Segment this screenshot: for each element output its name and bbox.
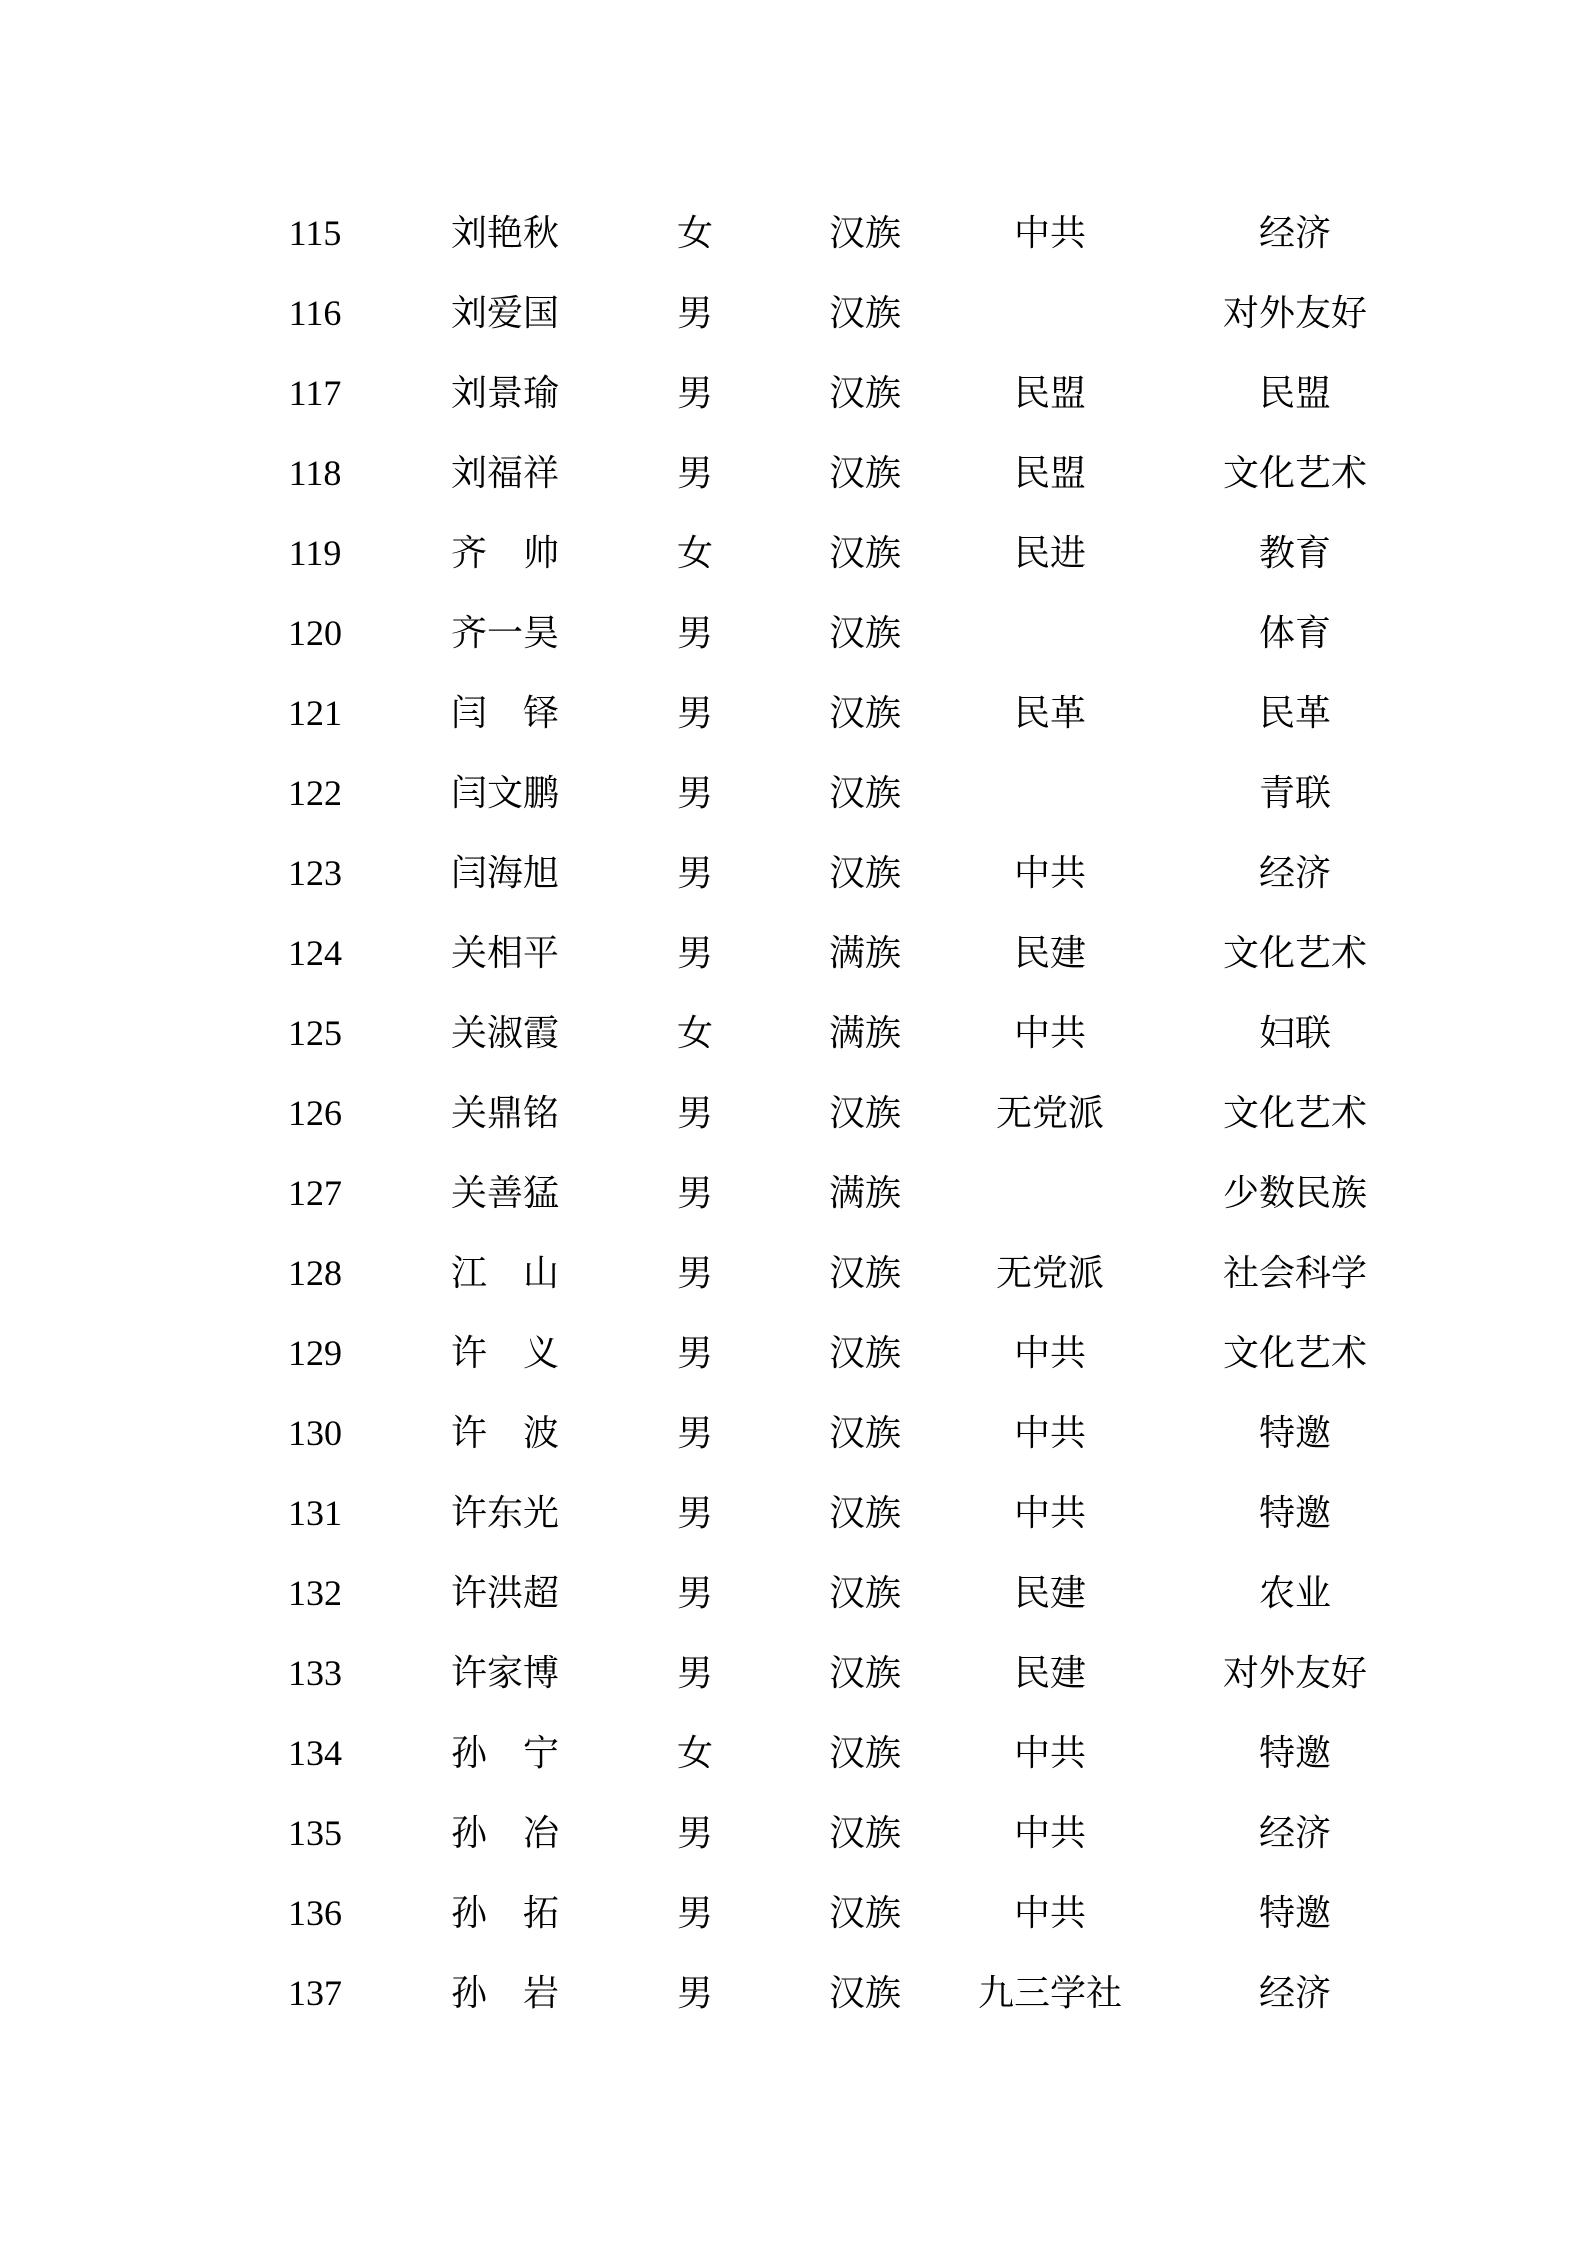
row-number-cell: 120 bbox=[288, 613, 342, 653]
name-cell: 闫 铎 bbox=[450, 693, 559, 733]
delegate-roster-table bbox=[225, 193, 1435, 2033]
table-row bbox=[225, 593, 1435, 673]
name-cell: 许洪超 bbox=[450, 1573, 559, 1613]
name-cell: 关鼎铭 bbox=[450, 1093, 559, 1133]
table-row bbox=[225, 833, 1435, 913]
sector-cell: 特邀 bbox=[1258, 1733, 1331, 1773]
row-number-cell: 135 bbox=[288, 1813, 342, 1853]
party-cell: 中共 bbox=[1013, 1813, 1086, 1853]
row-number-cell: 116 bbox=[288, 293, 342, 333]
table-row bbox=[225, 273, 1435, 353]
name-cell: 齐一昊 bbox=[450, 613, 559, 653]
ethnicity-cell: 汉族 bbox=[828, 773, 901, 813]
gender-cell: 男 bbox=[676, 1893, 713, 1933]
party-cell: 民盟 bbox=[1013, 373, 1086, 413]
party-cell: 中共 bbox=[1013, 1413, 1086, 1453]
table-row bbox=[225, 1233, 1435, 1313]
gender-cell: 女 bbox=[676, 213, 713, 253]
sector-cell: 特邀 bbox=[1258, 1493, 1331, 1533]
name-cell: 闫文鹏 bbox=[450, 773, 559, 813]
gender-cell: 男 bbox=[676, 853, 713, 893]
table-row bbox=[225, 193, 1435, 273]
gender-cell: 男 bbox=[676, 1333, 713, 1373]
party-cell: 民建 bbox=[1013, 1573, 1086, 1613]
ethnicity-cell: 汉族 bbox=[828, 693, 901, 733]
ethnicity-cell: 汉族 bbox=[828, 1573, 901, 1613]
sector-cell: 民革 bbox=[1258, 693, 1331, 733]
sector-cell: 民盟 bbox=[1258, 373, 1331, 413]
row-number-cell: 130 bbox=[288, 1413, 342, 1453]
table-row bbox=[225, 1473, 1435, 1553]
name-cell: 许 波 bbox=[450, 1413, 559, 1453]
ethnicity-cell: 满族 bbox=[828, 933, 901, 973]
name-cell: 许东光 bbox=[450, 1493, 559, 1533]
name-cell: 孙 拓 bbox=[450, 1893, 559, 1933]
party-cell: 民盟 bbox=[1013, 453, 1086, 493]
table-row bbox=[225, 513, 1435, 593]
gender-cell: 女 bbox=[676, 1013, 713, 1053]
party-cell: 中共 bbox=[1013, 1013, 1086, 1053]
party-cell: 无党派 bbox=[995, 1093, 1104, 1133]
gender-cell: 男 bbox=[676, 613, 713, 653]
name-cell: 刘艳秋 bbox=[450, 213, 559, 253]
name-cell: 刘爱国 bbox=[450, 293, 559, 333]
table-row bbox=[225, 1153, 1435, 1233]
party-cell: 中共 bbox=[1013, 1893, 1086, 1933]
party-cell: 无党派 bbox=[995, 1253, 1104, 1293]
name-cell: 孙 宁 bbox=[450, 1733, 559, 1773]
sector-cell: 特邀 bbox=[1258, 1893, 1331, 1933]
party-cell: 民革 bbox=[1013, 693, 1086, 733]
name-cell: 关相平 bbox=[450, 933, 559, 973]
table-row bbox=[225, 433, 1435, 513]
party-cell: 中共 bbox=[1013, 1493, 1086, 1533]
name-cell: 孙 冶 bbox=[450, 1813, 559, 1853]
table-row bbox=[225, 1953, 1435, 2033]
ethnicity-cell: 满族 bbox=[828, 1173, 901, 1213]
row-number-cell: 137 bbox=[288, 1973, 342, 2013]
sector-cell: 妇联 bbox=[1258, 1013, 1331, 1053]
gender-cell: 男 bbox=[676, 1173, 713, 1213]
sector-cell: 文化艺术 bbox=[1222, 453, 1367, 493]
ethnicity-cell: 汉族 bbox=[828, 1653, 901, 1693]
row-number-cell: 121 bbox=[288, 693, 342, 733]
ethnicity-cell: 汉族 bbox=[828, 293, 901, 333]
gender-cell: 男 bbox=[676, 773, 713, 813]
party-cell: 中共 bbox=[1013, 1333, 1086, 1373]
row-number-cell: 134 bbox=[288, 1733, 342, 1773]
gender-cell: 男 bbox=[676, 1573, 713, 1613]
row-number-cell: 136 bbox=[288, 1893, 342, 1933]
gender-cell: 男 bbox=[676, 453, 713, 493]
sector-cell: 体育 bbox=[1258, 613, 1331, 653]
ethnicity-cell: 汉族 bbox=[828, 1253, 901, 1293]
name-cell: 闫海旭 bbox=[450, 853, 559, 893]
table-row bbox=[225, 1553, 1435, 1633]
name-cell: 刘景瑜 bbox=[450, 373, 559, 413]
party-cell: 民建 bbox=[1013, 1653, 1086, 1693]
gender-cell: 女 bbox=[676, 1733, 713, 1773]
party-cell: 中共 bbox=[1013, 853, 1086, 893]
table-row bbox=[225, 1873, 1435, 1953]
table-row bbox=[225, 1313, 1435, 1393]
sector-cell: 经济 bbox=[1258, 1973, 1331, 2013]
ethnicity-cell: 汉族 bbox=[828, 213, 901, 253]
party-cell: 民建 bbox=[1013, 933, 1086, 973]
name-cell: 孙 岩 bbox=[450, 1973, 559, 2013]
party-cell: 中共 bbox=[1013, 213, 1086, 253]
name-cell: 许 义 bbox=[450, 1333, 559, 1373]
row-number-cell: 115 bbox=[288, 213, 342, 253]
party-cell: 九三学社 bbox=[977, 1973, 1122, 2013]
ethnicity-cell: 汉族 bbox=[828, 373, 901, 413]
sector-cell: 文化艺术 bbox=[1222, 1093, 1367, 1133]
name-cell: 许家博 bbox=[450, 1653, 559, 1693]
table-row bbox=[225, 673, 1435, 753]
name-cell: 齐 帅 bbox=[450, 533, 559, 573]
party-cell: 中共 bbox=[1013, 1733, 1086, 1773]
row-number-cell: 132 bbox=[288, 1573, 342, 1613]
sector-cell: 文化艺术 bbox=[1222, 933, 1367, 973]
row-number-cell: 123 bbox=[288, 853, 342, 893]
ethnicity-cell: 汉族 bbox=[828, 1413, 901, 1453]
ethnicity-cell: 汉族 bbox=[828, 1893, 901, 1933]
gender-cell: 女 bbox=[676, 533, 713, 573]
table-row bbox=[225, 1793, 1435, 1873]
sector-cell: 对外友好 bbox=[1222, 293, 1367, 333]
sector-cell: 农业 bbox=[1258, 1573, 1331, 1613]
sector-cell: 对外友好 bbox=[1222, 1653, 1367, 1693]
name-cell: 关善猛 bbox=[450, 1173, 559, 1213]
row-number-cell: 117 bbox=[288, 373, 342, 413]
ethnicity-cell: 汉族 bbox=[828, 1733, 901, 1773]
ethnicity-cell: 汉族 bbox=[828, 533, 901, 573]
gender-cell: 男 bbox=[676, 1253, 713, 1293]
name-cell: 关淑霞 bbox=[450, 1013, 559, 1053]
sector-cell: 社会科学 bbox=[1222, 1253, 1367, 1293]
ethnicity-cell: 汉族 bbox=[828, 1493, 901, 1533]
gender-cell: 男 bbox=[676, 1813, 713, 1853]
ethnicity-cell: 汉族 bbox=[828, 1333, 901, 1373]
sector-cell: 青联 bbox=[1258, 773, 1331, 813]
party-cell: 民进 bbox=[1013, 533, 1086, 573]
ethnicity-cell: 汉族 bbox=[828, 853, 901, 893]
table-row bbox=[225, 993, 1435, 1073]
table-row bbox=[225, 913, 1435, 993]
gender-cell: 男 bbox=[676, 1653, 713, 1693]
sector-cell: 经济 bbox=[1258, 213, 1331, 253]
table-row bbox=[225, 1633, 1435, 1713]
row-number-cell: 128 bbox=[288, 1253, 342, 1293]
row-number-cell: 118 bbox=[288, 453, 342, 493]
sector-cell: 少数民族 bbox=[1222, 1173, 1367, 1213]
table-row bbox=[225, 1073, 1435, 1153]
row-number-cell: 133 bbox=[288, 1653, 342, 1693]
table-row bbox=[225, 1713, 1435, 1793]
gender-cell: 男 bbox=[676, 1093, 713, 1133]
gender-cell: 男 bbox=[676, 1413, 713, 1453]
ethnicity-cell: 汉族 bbox=[828, 1813, 901, 1853]
sector-cell: 文化艺术 bbox=[1222, 1333, 1367, 1373]
table-row bbox=[225, 753, 1435, 833]
row-number-cell: 119 bbox=[288, 533, 342, 573]
table-row bbox=[225, 1393, 1435, 1473]
gender-cell: 男 bbox=[676, 693, 713, 733]
ethnicity-cell: 汉族 bbox=[828, 1973, 901, 2013]
sector-cell: 特邀 bbox=[1258, 1413, 1331, 1453]
gender-cell: 男 bbox=[676, 373, 713, 413]
table-row bbox=[225, 353, 1435, 433]
row-number-cell: 129 bbox=[288, 1333, 342, 1373]
row-number-cell: 126 bbox=[288, 1093, 342, 1133]
sector-cell: 经济 bbox=[1258, 1813, 1331, 1853]
ethnicity-cell: 汉族 bbox=[828, 453, 901, 493]
row-number-cell: 122 bbox=[288, 773, 342, 813]
row-number-cell: 127 bbox=[288, 1173, 342, 1213]
ethnicity-cell: 汉族 bbox=[828, 613, 901, 653]
name-cell: 刘福祥 bbox=[450, 453, 559, 493]
gender-cell: 男 bbox=[676, 1973, 713, 2013]
gender-cell: 男 bbox=[676, 293, 713, 333]
ethnicity-cell: 汉族 bbox=[828, 1093, 901, 1133]
gender-cell: 男 bbox=[676, 1493, 713, 1533]
row-number-cell: 125 bbox=[288, 1013, 342, 1053]
sector-cell: 教育 bbox=[1258, 533, 1331, 573]
row-number-cell: 124 bbox=[288, 933, 342, 973]
sector-cell: 经济 bbox=[1258, 853, 1331, 893]
gender-cell: 男 bbox=[676, 933, 713, 973]
row-number-cell: 131 bbox=[288, 1493, 342, 1533]
name-cell: 江 山 bbox=[450, 1253, 559, 1293]
ethnicity-cell: 满族 bbox=[828, 1013, 901, 1053]
